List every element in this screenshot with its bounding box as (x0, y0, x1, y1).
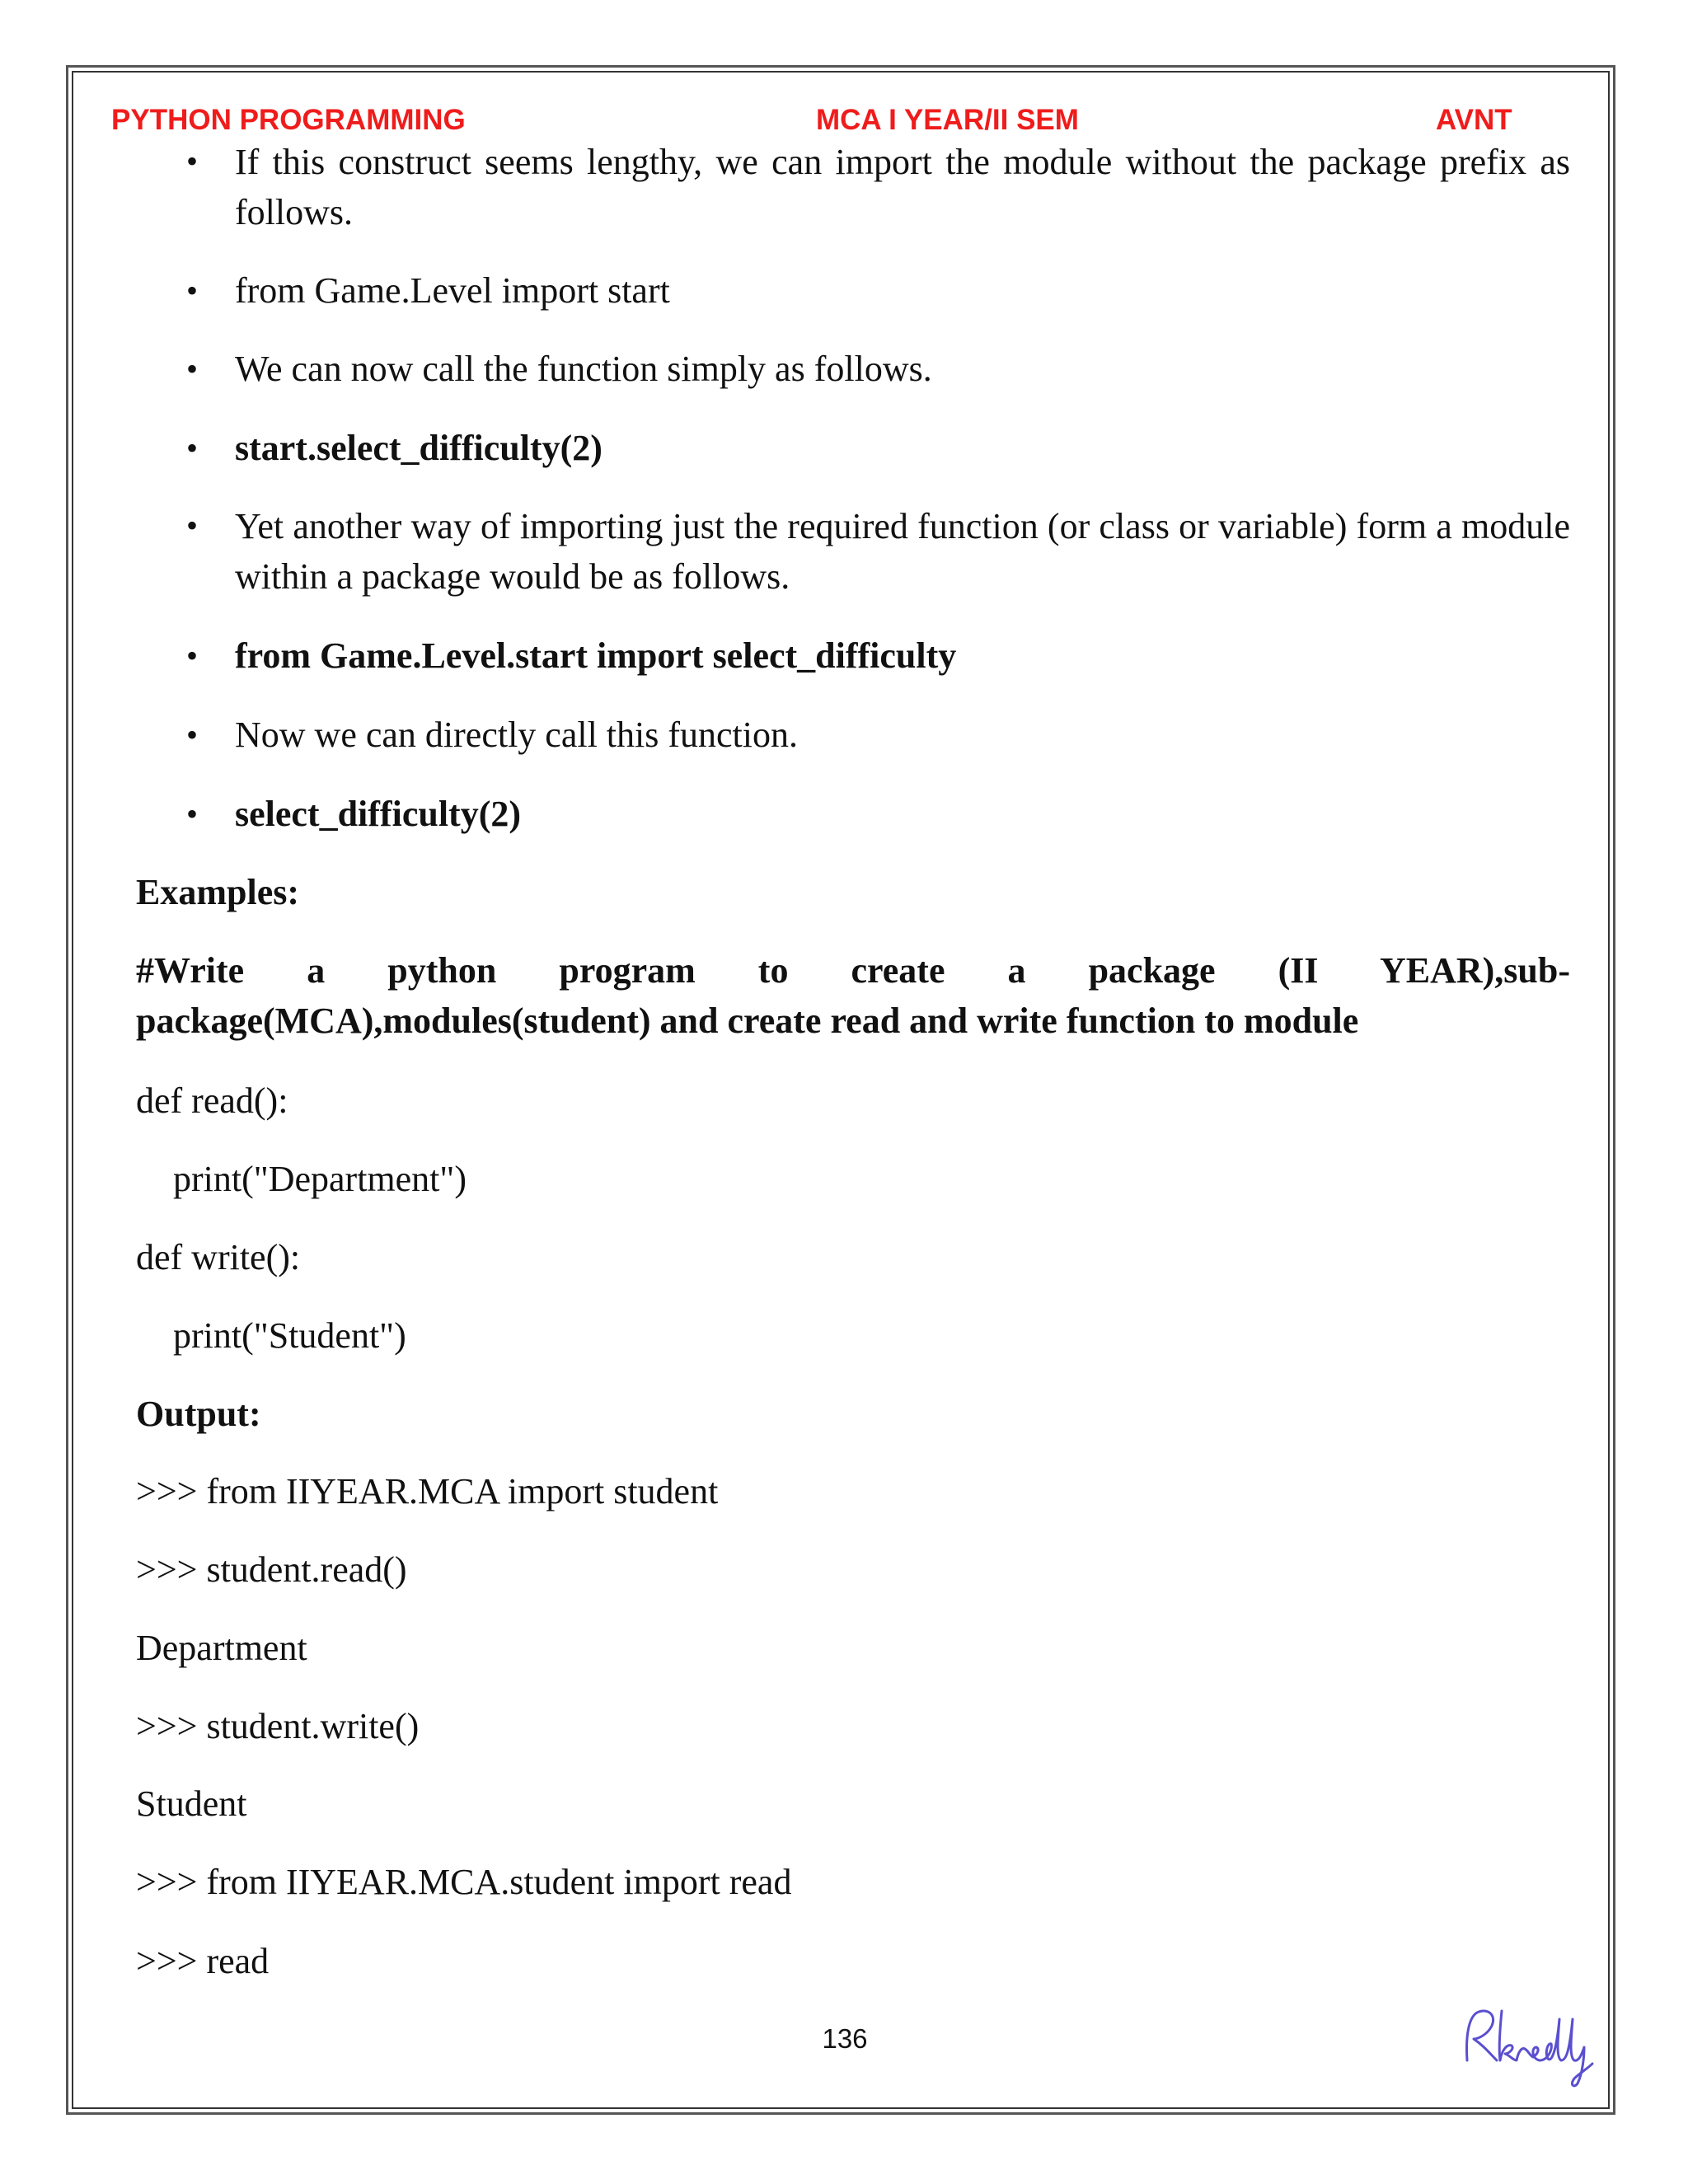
code-line: def write(): (136, 1237, 301, 1277)
output-line: >>> student.write() (136, 1706, 420, 1746)
code-line: print("Department") (173, 1159, 467, 1199)
bullet-marker: • (186, 795, 199, 832)
output-heading: Output: (136, 1394, 261, 1434)
bullet-marker: • (186, 350, 199, 387)
bullet-text: Now we can directly call this function. (235, 715, 799, 755)
output-line: >>> from IIYEAR.MCA import student (136, 1471, 719, 1511)
bullet-marker: • (186, 637, 199, 674)
bullet-text: If this construct seems lengthy, we can import the module without the package prefix as follows. (235, 142, 1570, 232)
bullet-marker: • (186, 429, 199, 466)
header-course: MCA I YEAR/II SEM (816, 104, 1079, 136)
bullet-text-bold: start.select_difficulty(2) (235, 428, 603, 468)
bullet-text: from Game.Level import start (235, 270, 670, 311)
header-subject: PYTHON PROGRAMMING (111, 104, 466, 136)
program-title: #Write a python program to create a package (II YEAR),sub-package(MCA),modules(student) and create read and write function to module (136, 950, 1570, 1041)
bullet-marker: • (186, 272, 199, 309)
code-line: def read(): (136, 1080, 288, 1121)
bullet-marker: • (186, 143, 199, 180)
code-line: print("Student") (173, 1315, 406, 1356)
bullet-text: We can now call the function simply as follows. (235, 349, 932, 389)
bullet-text-bold: select_difficulty(2) (235, 794, 521, 834)
header-institute: AVNT (1436, 104, 1512, 136)
output-line: >>> student.read() (136, 1549, 407, 1590)
bullet-text: Yet another way of importing just the required function (or class or variable) form a module within a package would be as follows. (235, 506, 1570, 597)
output-line: Student (136, 1783, 247, 1824)
signature-image (1459, 2003, 1599, 2093)
bullet-marker: • (186, 507, 199, 544)
bullet-text-bold: from Game.Level.start import select_difficulty (235, 635, 957, 676)
page-number: 136 (822, 2023, 868, 2054)
examples-heading: Examples: (136, 872, 299, 912)
output-line: Department (136, 1628, 307, 1668)
bullet-marker: • (186, 716, 199, 753)
output-line: >>> read (136, 1941, 270, 1981)
output-line: >>> from IIYEAR.MCA.student import read (136, 1862, 792, 1902)
